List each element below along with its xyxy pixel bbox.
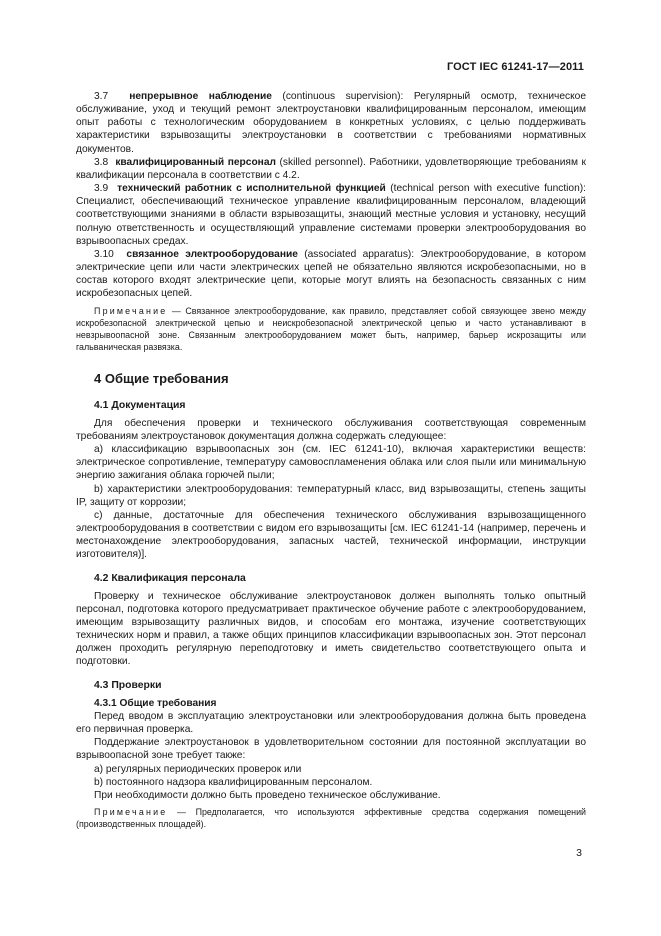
- definition-3-9: [76, 182, 586, 248]
- clause-number: 3.8: [94, 156, 109, 168]
- list-item: b) характеристики электрооборудования: температурный класс, вид взрывозащиты, степень защиты IP, защиту от коррозии;: [76, 483, 586, 508]
- note-associated-apparatus: [76, 305, 586, 353]
- clause-number: 3.10: [94, 248, 114, 260]
- list-item: а) регулярных периодических проверок или: [94, 763, 302, 775]
- page-content: [76, 90, 586, 830]
- document-header: ГОСТ IEC 61241-17—2011: [446, 61, 584, 73]
- note-label: Примечание: [94, 807, 168, 818]
- paragraph: Поддержание электроустановок в удовлетворительном состоянии для постоянной эксплуатации во взрывоопасной зоне требует также:: [76, 737, 586, 762]
- definition-text: (associated apparatus): Электрооборудование, в котором электрические цепи или части электрических цепей не обязательно являются искробезопасными, но в состав которого входят электрические цепи, которые могут влиять на безопасность связанных с ним искробезопасных цепей.: [76, 248, 586, 300]
- clause-number: 3.9: [94, 183, 109, 195]
- term: непрерывное наблюдение: [129, 91, 272, 102]
- section-4-2-heading: 4.2 Квалификация персонала: [94, 572, 246, 584]
- note-text: — Предполагается, что используются эффективные средства содержания помещений (производственных площадей).: [76, 807, 586, 830]
- paragraph: При необходимости должно быть проведено техническое обслуживание.: [94, 789, 441, 801]
- definition-3-7: [76, 90, 586, 156]
- note-label: Примечание: [94, 305, 168, 316]
- list-item: а) классификацию взрывоопасных зон (см. IEC 61241-10), включая характеристики веществ: электрическое сопротивление, температуру самовоспламенения облака или слоя пыли или минимальную энергию зажигания облака горючей пыли;: [76, 444, 586, 482]
- note-housekeeping: [76, 806, 586, 830]
- term: связанное электрооборудование: [126, 248, 298, 260]
- section-4-heading: 4 Общие требования: [94, 370, 229, 386]
- clause-number: 3.7: [94, 91, 109, 102]
- section-4-1-intro: Для обеспечения проверки и технического обслуживания соответствующая современным требованиям электроустановок документация должна содержать следующее:: [76, 417, 586, 442]
- list-item: с) данные, достаточные для обеспечения технического обслуживания взрывозащищенного электрооборудования в соответствии с видом его взрывозащиты [см. IEC 61241-14 (например, перечень и местонахождение электрооборудования, запасных частей, технической информации, инструкции изготовителя)].: [76, 509, 586, 561]
- page-number: 3: [576, 847, 582, 859]
- section-4-3-1-heading: 4.3.1 Общие требования: [94, 697, 217, 709]
- section-4-2-text: Проверку и техническое обслуживание электроустановок должен выполнять только опытный персонал, подготовка которого предусматривает практическое обучение работе с электрооборудованием, имеющим взрывозащиту различных видов, и способам его монтажа, изучение соответствующих технических норм и правил, а также общих принципов классификации взрывоопасных зон. Этот персонал должен проходить регулярную переподготовку и иметь свидетельство соответствующего опыта и подготовки.: [76, 590, 586, 668]
- definition-text: (skilled personnel). Работники, удовлетворяющие требованиям к квалификации персонала в соответствии с 4.2.: [76, 156, 586, 181]
- section-4-1-heading: 4.1 Документация: [94, 399, 186, 411]
- term: технический работник с исполнительной функцией: [117, 183, 386, 195]
- term: квалифицированный персонал: [115, 156, 276, 168]
- list-item: b) постоянного надзора квалифицированным персоналом.: [94, 776, 373, 788]
- definition-text: (technical person with executive function): Специалист, обеспечивающий техническое управление квалифицированным персоналом, владеющий соответствующими знаниями в области взрывозащиты, знающий местные условия и установку, несущий полную ответственность и осуществляющий управление системами проверки электрооборудования во взрывоопасных средах.: [76, 183, 586, 247]
- definition-3-10: [76, 248, 586, 301]
- note-text: — Связанное электрооборудование, как правило, представляет собой связующее звено между искробезопасной электрической цепью и неискробезопасной электрической цепью и часто устанавливают в невзрывоопасной зоне. Связанным электрооборудованием может быть, например, барьер искрозащиты или гальваническая развязка.: [76, 305, 586, 352]
- section-4-3-heading: 4.3 Проверки: [94, 679, 162, 691]
- definition-text: (continuous supervision): Регулярный осмотр, техническое обслуживание, уход и текущий ремонт электроустановки квалифицированным персоналом, имеющим опыт работы с технологическим оборудованием в конкретных условиях, с целью поддерживать характеристики взрывозащиты электроустановки в соответствии с требованиями нормативных документов.: [76, 91, 586, 155]
- paragraph: Перед вводом в эксплуатацию электроустановки или электрооборудования должна быть проведена его первичная проверка.: [76, 710, 586, 736]
- definition-3-8: [76, 156, 586, 182]
